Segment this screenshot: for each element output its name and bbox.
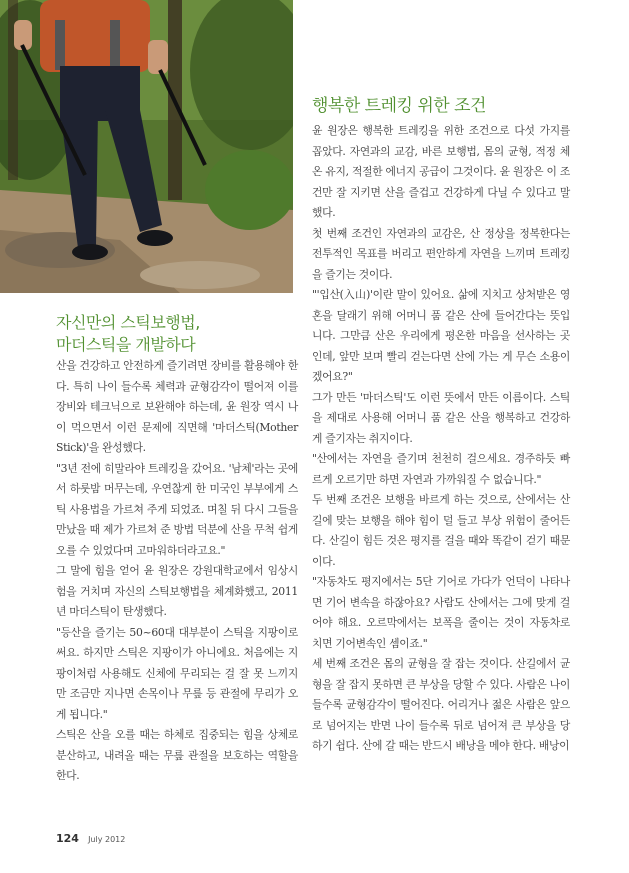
paragraph: 그가 만든 '마더스틱'도 이런 뜻에서 만든 이름이다. 스틱을 제대로 사용해 어머니 품 같은 산을 행복하고 건강하게 즐기자는 취지이다. [312,390,570,445]
paragraph: 스틱은 산을 오를 때는 하체로 집중되는 힘을 상체로 분산하고, 내려올 때는 무릎 관절을 보호하는 역할을 한다. [56,728,298,782]
quote-paragraph: "'입산(入山)'이란 말이 있어요. 삶에 지치고 상처받은 영혼을 달래기 위해 어머니 품 같은 산에 들어간다는 뜻입니다. 그만큼 산은 우리에게 평온한 마음을 선사하는 곳인데, 앞만 보며 빨리 걷는다면 산에 가는 게 무슨 소용이겠어요?" [312,288,570,383]
section-heading-left [56,312,200,356]
heading-line: 자신만의 스틱보행법, [56,313,200,332]
paragraph: 첫 번째 조건인 자연과의 교감은, 산 정상을 정복한다는 전투적인 목표를 버리고 편안하게 자연을 느끼며 트레킹을 즐기는 것이다. [312,226,570,281]
paragraph: 그 말에 힘을 얻어 윤 원장은 강원대학교에서 임상시험을 거치며 자신의 스틱보행법을 체계화했고, 2011년 마더스틱이 탄생했다. [56,564,298,618]
quote-paragraph: "등산을 즐기는 50~60대 대부분이 스틱을 지팡이로 써요. 하지만 스틱은 지팡이가 아니에요. 처음에는 지팡이처럼 사용해도 신체에 무리되는 걸 잘 못 느끼지만 조금만 지나면 손목이나 무릎 등 관절에 무리가 오게 됩니다." [56,625,298,721]
paragraph: 산을 건강하고 안전하게 즐기려면 장비를 활용해야 한다. 특히 나이 들수록 체력과 균형감각이 떨어져 이를 장비와 테크닉으로 보완해야 하는데, 윤 원장 역시 나이 먹으면서 이런 문제에 직면해 '마더스틱(Mother Stick)'을 완성했다. [56,359,298,454]
paragraph: 두 번째 조건은 보행을 바르게 하는 것으로, 산에서는 산길에 맞는 보행을 해야 힘이 덜 들고 부상 위험이 줄어든다. 산길이 힘든 것은 평지를 걸을 때와 똑같이 걷기 때문이다. [312,493,570,568]
article-column-left [56,356,298,787]
page-number: 124 [56,832,79,845]
heading-line: 마더스틱을 개발하다 [56,335,196,354]
issue-date: July 2012 [88,835,126,844]
section-heading-right: 행복한 트레킹 위한 조건 [312,96,486,116]
quote-paragraph: "3년 전에 히말라야 트레킹을 갔어요. '남체'라는 곳에서 하룻밤 머무는데, 우연찮게 한 미국인 부부에게 스틱 사용법을 가르쳐 주게 되었죠. 며칠 뒤 다시 그들을 만났을 때 제가 가르쳐 준 방법 덕분에 산을 무척 쉽게 오를 수 있었다며 고마워하더라고요." [56,461,298,557]
hiker-photo [0,0,293,293]
quote-paragraph: "자동차도 평지에서는 5단 기어로 가다가 언덕이 나타나면 기어 변속을 하잖아요? 사람도 산에서는 그에 맞게 걸어야 해요. 오르막에서는 보폭을 줄이는 것이 자동차로 치면 기어변속인 셈이죠." [312,575,570,650]
paragraph: 윤 원장은 행복한 트레킹을 위한 조건으로 다섯 가지를 꼽았다. 자연과의 교감, 바른 보행법, 몸의 균형, 적정 체온 유지, 적절한 에너지 공급이 그것이다. 윤 원장은 이 조건만 잘 지키면 산을 즐겁고 건강하게 다닐 수 있다고 말했다. [312,124,570,219]
hiker-illustration [0,0,293,293]
page-footer [56,827,125,846]
paragraph: 세 번째 조건은 몸의 균형을 잘 잡는 것이다. 산길에서 균형을 잘 잡지 못하면 큰 부상을 당할 수 있다. 사람은 나이 들수록 균형감각이 떨어진다. 어리거나 젊은 사람은 앞으로 넘어지는 반면 나이 들수록 뒤로 넘어져 큰 부상을 당하기 쉽다. 산에 갈 때는 반드시 배낭을 메야 한다. 배낭이 [312,657,570,752]
article-column-right [312,121,570,757]
quote-paragraph: "산에서는 자연을 즐기며 천천히 걸으세요. 경주하듯 빠르게 오르기만 하면 자연과 가까워질 수 없습니다." [312,452,570,486]
